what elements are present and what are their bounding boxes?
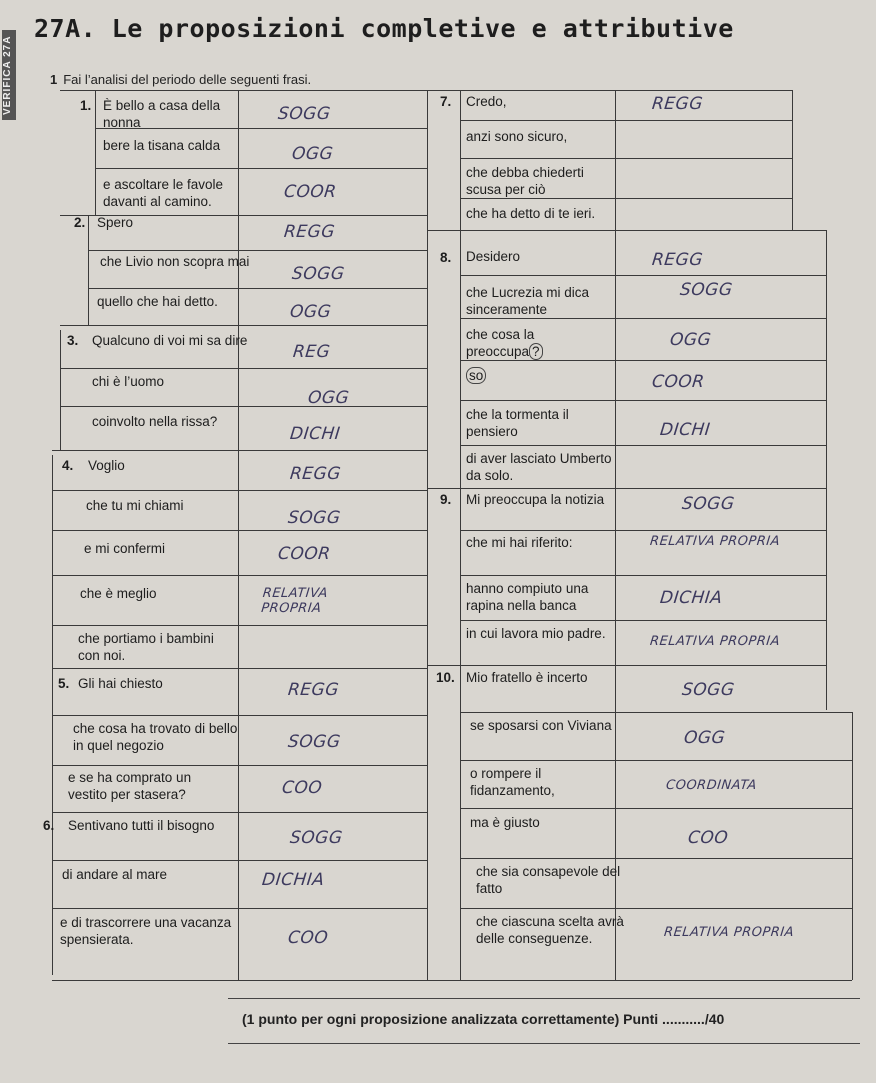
handwritten-answer: COOR — [650, 372, 706, 392]
handwritten-answer: OGG — [288, 302, 333, 322]
sentence-text: che mi hai riferito: — [466, 535, 573, 550]
handwritten-answer: OGG — [668, 330, 713, 350]
exercise-number: 4. — [62, 458, 74, 473]
sentence-text: che la tormenta il pensiero — [466, 407, 569, 439]
handwritten-answer: OGG — [290, 144, 335, 164]
circled-mark: ? — [529, 343, 543, 360]
sentence-text: che portiamo i bambini con noi. — [78, 631, 214, 663]
sentence-text-main: che cosa la preoccupa — [466, 327, 535, 359]
handwritten-answer: REGG — [288, 464, 342, 484]
handwritten-answer: OGG — [682, 728, 727, 748]
handwritten-answer: SOGG — [680, 494, 736, 514]
score-text: (1 punto per ogni proposizione analizzata correttamente) Punti .........../40 — [242, 1011, 725, 1027]
sentence-text: di aver lasciato Umberto da solo. — [466, 451, 612, 483]
handwritten-answer: SOGG — [678, 280, 734, 300]
handwritten-answer: DICHI — [288, 424, 342, 444]
instruction-text: Fai l’analisi del periodo delle seguenti frasi. — [63, 72, 312, 87]
sentence-text: hanno compiuto una rapina nella banca — [466, 581, 589, 613]
sentence-text: Spero — [97, 215, 134, 230]
sentence-text: che sia consapevole del fatto — [476, 864, 621, 896]
exercise-number: 9. — [440, 492, 452, 507]
handwritten-answer: RELATIVA PROPRIA — [649, 634, 781, 649]
sentence-text: e ascoltare le favole davanti al camino. — [103, 177, 224, 209]
sentence-text — [466, 367, 506, 384]
sentence-text: Sentivano tutti il bisogno — [68, 818, 215, 833]
handwritten-answer: COO — [286, 928, 330, 948]
sentence-text: che Livio non scopra mai — [100, 254, 250, 269]
handwritten-answer: DICHI — [658, 420, 712, 440]
sentence-text: È bello a casa della nonna — [103, 98, 221, 130]
sentence-text: Voglio — [88, 458, 125, 473]
exercise-number: 1. — [80, 98, 92, 113]
handwritten-answer: SOGG — [680, 680, 736, 700]
handwritten-answer: SOGG — [290, 264, 346, 284]
exercise-number: 5. — [58, 676, 70, 691]
sentence-text: in cui lavora mio padre. — [466, 626, 606, 641]
sentence-text: chi è l’uomo — [92, 374, 165, 389]
exercise-number: 6. — [43, 818, 55, 833]
circled-word: so — [466, 367, 486, 384]
sentence-text: e se ha comprato un vestito per stasera? — [68, 770, 192, 802]
sentence-text: anzi sono sicuro, — [466, 129, 568, 144]
exercise-number: 8. — [440, 250, 452, 265]
sentence-text — [466, 326, 611, 360]
sentence-text: che ha detto di te ieri. — [466, 206, 596, 221]
sentence-text: che ciascuna scelta avrà delle conseguenze. — [476, 914, 624, 946]
sentence-text: che debba chiederti scusa per ciò — [466, 165, 584, 197]
handwritten-answer: REG — [291, 342, 332, 362]
page-title: 27A. Le proposizioni completive e attributive — [34, 14, 734, 43]
sentence-text: di andare al mare — [62, 867, 168, 882]
handwritten-answer: DICHIA — [658, 588, 724, 608]
sentence-text: che Lucrezia mi dica sinceramente — [466, 285, 590, 317]
sentence-text: Gli hai chiesto — [78, 676, 163, 691]
handwritten-answer: REGG — [282, 222, 336, 242]
sentence-text: Credo, — [466, 94, 507, 109]
sentence-text: che è meglio — [80, 586, 157, 601]
handwritten-answer: OGG — [306, 388, 351, 408]
sentence-text: o rompere il fidanzamento, — [470, 766, 555, 798]
sentence-text: che tu mi chiami — [86, 498, 184, 513]
handwritten-answer: COOR — [282, 182, 338, 202]
handwritten-answer: COORDINATA — [665, 778, 758, 793]
exercise-number: 2. — [74, 215, 86, 230]
handwritten-answer: COO — [686, 828, 730, 848]
handwritten-answer: DICHIA — [260, 870, 326, 890]
sentence-text: ma è giusto — [470, 815, 540, 830]
handwritten-answer: REGG — [650, 94, 704, 114]
handwritten-answer: REGG — [650, 250, 704, 270]
handwritten-answer: RELATIVA PROPRIA — [260, 586, 329, 616]
sentence-text: se sposarsi con Viviana — [470, 718, 612, 733]
sentence-text: e mi confermi — [84, 541, 166, 556]
sentence-text: Qualcuno di voi mi sa dire — [92, 333, 248, 348]
sentence-text: Mi preoccupa la notizia — [466, 492, 605, 507]
handwritten-answer: SOGG — [286, 508, 342, 528]
score-footer — [228, 998, 860, 1044]
sentence-text: bere la tisana calda — [103, 138, 221, 153]
sentence-text: che cosa ha trovato di bello in quel negozio — [73, 721, 238, 753]
handwritten-answer: COOR — [276, 544, 332, 564]
exercise-number: 3. — [67, 333, 79, 348]
handwritten-answer: SOGG — [286, 732, 342, 752]
handwritten-answer: SOGG — [288, 828, 344, 848]
sentence-text: coinvolto nella rissa? — [92, 414, 218, 429]
exercise-number: 7. — [440, 94, 452, 109]
handwritten-answer: COO — [280, 778, 324, 798]
handwritten-answer: RELATIVA PROPRIA — [663, 925, 795, 940]
instruction-number: 1 — [50, 72, 58, 87]
side-tab: VERIFICA 27A — [2, 30, 16, 120]
sentence-text: quello che hai detto. — [97, 294, 218, 309]
instruction — [50, 72, 311, 87]
sentence-text: e di trascorrere una vacanza spensierata. — [60, 915, 232, 947]
handwritten-answer: REGG — [286, 680, 340, 700]
sentence-text: Mio fratello è incerto — [466, 670, 588, 685]
sentence-text: Desidero — [466, 249, 521, 264]
handwritten-answer: RELATIVA PROPRIA — [649, 534, 781, 549]
exercise-number: 10. — [436, 670, 455, 685]
handwritten-answer: SOGG — [276, 104, 332, 124]
